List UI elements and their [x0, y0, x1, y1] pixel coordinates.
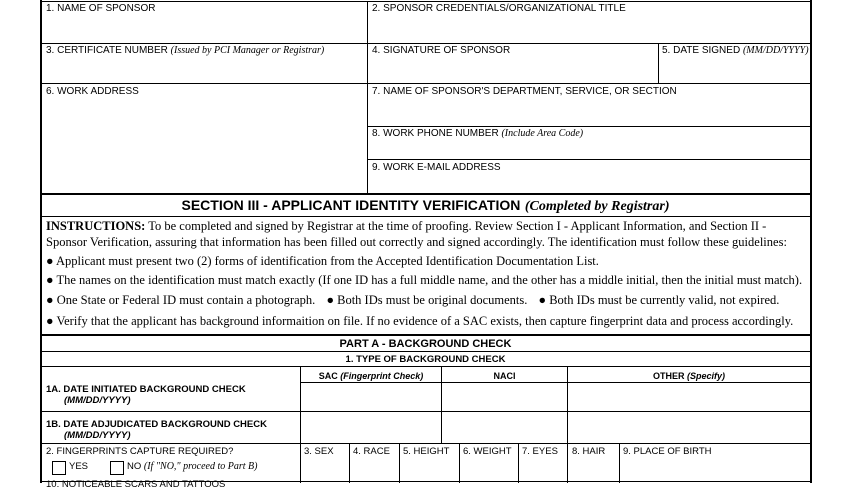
bullet-dot-icon: ●	[46, 293, 54, 307]
instructions-heading: INSTRUCTIONS:	[46, 219, 146, 233]
col-divider-459	[459, 443, 460, 483]
date-adjudicated-label-block	[46, 419, 267, 441]
bullet-dot-icon: ●	[46, 314, 54, 328]
guideline-1	[46, 254, 599, 269]
form-right-border	[810, 0, 812, 483]
date-signed-label	[662, 45, 809, 56]
sac-adjudicated-field[interactable]	[302, 413, 440, 442]
sponsor-signature-field[interactable]	[369, 59, 656, 81]
sponsor-credentials-label: 2. SPONSOR CREDENTIALS/ORGANIZATIONAL TITLE	[372, 3, 626, 14]
row-divider-1	[41, 43, 810, 44]
instructions-line-2: Sponsor Verification, assuring that information has been filled out correctly and signed accordingly. The identification must follow these guidelines:	[46, 235, 787, 249]
guideline-4	[46, 314, 793, 329]
other-column-header	[568, 371, 810, 381]
department-label: 7. NAME OF SPONSOR'S DEPARTMENT, SERVICE, OR SECTION	[372, 86, 677, 97]
sponsor-name-field[interactable]	[42, 16, 365, 41]
sponsor-center-divider	[367, 1, 368, 193]
other-hint: (Specify)	[687, 371, 726, 381]
department-field[interactable]	[369, 100, 808, 124]
place-of-birth-label: 9. PLACE OF BIRTH	[623, 446, 712, 457]
other-adjudicated-field[interactable]	[569, 413, 809, 442]
work-phone-hint: (Include Area Code)	[501, 128, 584, 139]
place-of-birth-field[interactable]	[621, 459, 809, 481]
guideline-3c-text: Both IDs must be currently valid, not expired.	[549, 293, 780, 307]
eyes-label: 7. EYES	[522, 446, 558, 457]
part-a-title-rule	[41, 351, 810, 352]
fingerprints-label: 2. FINGERPRINTS CAPTURE REQUIRED?	[46, 446, 234, 457]
weight-field[interactable]	[461, 459, 517, 481]
guideline-4-text: Verify that the applicant has background informaition on file. If no evidence of a SAC exists, then capture fingerprint data and process accordingly.	[56, 314, 794, 328]
race-label: 4. RACE	[353, 446, 390, 457]
sac-column-header	[301, 371, 441, 381]
date-initiated-label: 1A. DATE INITIATED BACKGROUND CHECK	[46, 384, 246, 395]
sac-hint: (Fingerprint Check)	[340, 371, 424, 381]
background-type-rule	[41, 366, 810, 367]
instructions-text-1: To be completed and signed by Registrar at the time of proofing. Review Section I - Applicant Information, and Section II -	[148, 219, 767, 233]
fingerprints-no-label-block	[127, 461, 257, 472]
eyes-field[interactable]	[520, 459, 566, 481]
fingerprints-yes-checkbox[interactable]	[52, 461, 66, 475]
row-divider-2	[41, 83, 810, 84]
date-initiated-hint: (MM/DD/YYYY)	[64, 395, 131, 406]
guideline-2	[46, 273, 802, 288]
certificate-number-label	[46, 45, 324, 56]
row-1b-rule	[41, 443, 810, 444]
sac-initiated-field[interactable]	[302, 384, 440, 409]
sponsor-signature-label: 4. SIGNATURE OF SPONSOR	[372, 45, 511, 56]
fingerprints-no-checkbox[interactable]	[110, 461, 124, 475]
section-divider	[41, 193, 810, 195]
col-divider-567	[567, 366, 568, 483]
background-type-title: 1. TYPE OF BACKGROUND CHECK	[345, 354, 506, 365]
bullet-dot-icon: ●	[326, 293, 334, 307]
other-label: OTHER	[652, 371, 685, 381]
guideline-3	[46, 293, 779, 308]
section-3-heading	[41, 197, 810, 215]
sex-field[interactable]	[302, 459, 348, 481]
col-divider-300	[300, 366, 301, 483]
race-field[interactable]	[351, 459, 398, 481]
sponsor-credentials-field[interactable]	[369, 16, 808, 41]
guideline-1-text: Applicant must present two (2) forms of identification from the Accepted Identification Documentation List.	[56, 254, 599, 268]
guideline-3b-text: Both IDs must be original documents.	[337, 293, 528, 307]
fingerprints-yes-label: YES	[69, 461, 89, 472]
guideline-3a-text: One State or Federal ID must contain a photograph.	[56, 293, 316, 307]
work-address-label: 6. WORK ADDRESS	[46, 86, 139, 97]
date-signed-label-text: 5. DATE SIGNED	[662, 45, 741, 56]
certificate-number-label-text: 3. CERTIFICATE NUMBER	[46, 45, 168, 56]
sac-label: SAC	[318, 371, 338, 381]
date-adjudicated-label: 1B. DATE ADJUDICATED BACKGROUND CHECK	[46, 419, 267, 430]
naci-initiated-field[interactable]	[443, 384, 566, 409]
bullet-dot-icon: ●	[46, 254, 54, 268]
col-divider-349	[349, 443, 350, 483]
bullet-dot-icon: ●	[538, 293, 547, 307]
part-a-top-rule	[41, 334, 810, 336]
work-phone-label	[372, 128, 583, 139]
fingerprints-no-label: NO	[127, 461, 142, 472]
bullet-dot-icon: ●	[46, 273, 54, 287]
row-1a-rule	[41, 411, 810, 412]
naci-adjudicated-field[interactable]	[443, 413, 566, 442]
col-divider-619	[619, 443, 620, 483]
naci-column-header: NACI	[493, 371, 516, 381]
col-divider-399	[399, 443, 400, 483]
guideline-2-text: The names on the identification must match exactly (If one ID has a full middle name, and the other has a middle initial, then the initial must match).	[56, 273, 803, 287]
column-header-rule	[300, 382, 810, 383]
section-3-subtitle: (Completed by Registrar)	[524, 199, 670, 214]
hair-label: 8. HAIR	[572, 446, 606, 457]
height-label: 5. HEIGHT	[403, 446, 450, 457]
instructions-line-1	[46, 219, 766, 234]
section-3-title-rule	[41, 216, 810, 217]
certificate-number-hint: (Issued by PCI Manager or Registrar)	[170, 45, 325, 56]
top-rule	[41, 1, 810, 2]
other-initiated-field[interactable]	[569, 384, 809, 409]
date-signed-hint: (MM/DD/YYYY)	[742, 45, 809, 56]
row-divider-4	[367, 159, 810, 160]
row-divider-3	[367, 126, 810, 127]
sex-label: 3. SEX	[304, 446, 334, 457]
date-adjudicated-hint: (MM/DD/YYYY)	[64, 430, 131, 441]
date-signed-divider	[658, 43, 659, 83]
hair-field[interactable]	[569, 459, 618, 481]
section-3-title: SECTION III - APPLICANT IDENTITY VERIFICATION	[181, 197, 521, 213]
scars-tattoos-label: 10. NOTICEABLE SCARS AND TATTOOS	[46, 479, 226, 490]
sponsor-name-label: 1. NAME OF SPONSOR	[46, 3, 156, 14]
height-field[interactable]	[401, 459, 458, 481]
work-phone-label-text: 8. WORK PHONE NUMBER	[372, 128, 499, 139]
date-initiated-label-block	[46, 384, 246, 406]
work-email-field[interactable]	[369, 176, 808, 192]
date-signed-field[interactable]	[660, 59, 808, 81]
fingerprints-no-hint: (If "NO," proceed to Part B)	[143, 461, 258, 472]
work-address-field[interactable]	[42, 100, 365, 191]
work-phone-field[interactable]	[369, 142, 808, 158]
certificate-number-field[interactable]	[42, 59, 365, 81]
work-email-label: 9. WORK E-MAIL ADDRESS	[372, 162, 501, 173]
col-divider-518	[518, 443, 519, 483]
weight-label: 6. WEIGHT	[463, 446, 512, 457]
part-a-title: PART A - BACKGROUND CHECK	[339, 338, 512, 350]
